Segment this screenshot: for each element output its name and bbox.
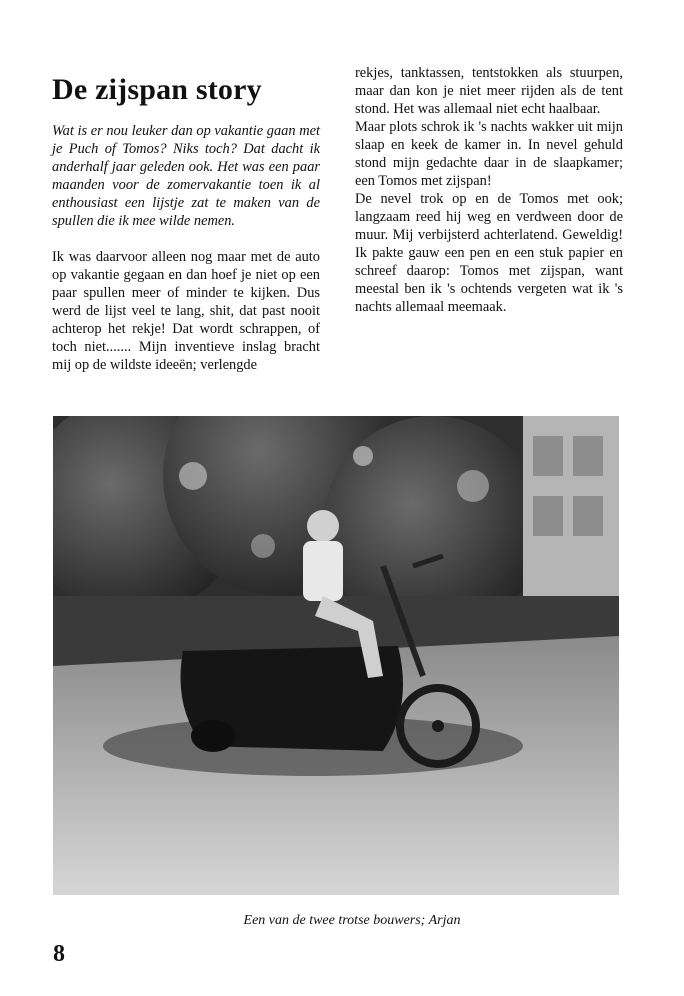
paragraph: De nevel trok op en de Tomos met ook; langzaam reed hij weg en verdween door de muur. Mij verbijsterd achterlatend. Geweldig! Ik pakte gauw een pen en een stuk papier en schreef daarop: Tomos met zijspan, want meestal ben ik 's ochtends vergeten wat ik 's nachts allemaal meemaak. [355,191,623,315]
photo-moped-with-sidecar [53,416,619,895]
article-intro: Wat is er nou leuker dan op vakantie gaan met je Puch of Tomos? Niks toch? Dat dacht ik anderhalf jaar geleden ook. Het was een paar maanden voor de zomervakantie toen ik al enthousiast een lijstje zat te maken van de spullen die ik mee wilde nemen. [52,123,320,229]
photo-caption: Een van de twee trotse bouwers; Arjan [243,913,461,928]
article-body-left-column: Ik was daarvoor alleen nog maar met de auto op vakantie gegaan en dan hoef je niet op een paar spullen meer of minder te kijken. Dus werd de lijst veel te lang, shit, dat past nooit achterop het rekje! Dat wordt schrappen, of toch niet....... Mijn inventieve inslag bracht mij op de wildste ideeën; verlengde [52,249,320,373]
page-number: 8 [53,941,65,967]
paragraph: Maar plots schrok ik 's nachts wakker uit mijn slaap en keek de kamer in. In nevel gehuld stond mijn gedachte daar in de slaapkamer; een Tomos met zijspan! [355,119,623,189]
article-body-right-column [355,64,623,316]
paragraph: rekjes, tanktassen, tentstokken als stuurpen, maar dan kon je niet meer rijden als de tent stond. Het was allemaal niet echt haalbaar. [355,65,623,117]
photo-illustration [53,416,619,895]
article-title: De zijspan story [52,73,262,106]
